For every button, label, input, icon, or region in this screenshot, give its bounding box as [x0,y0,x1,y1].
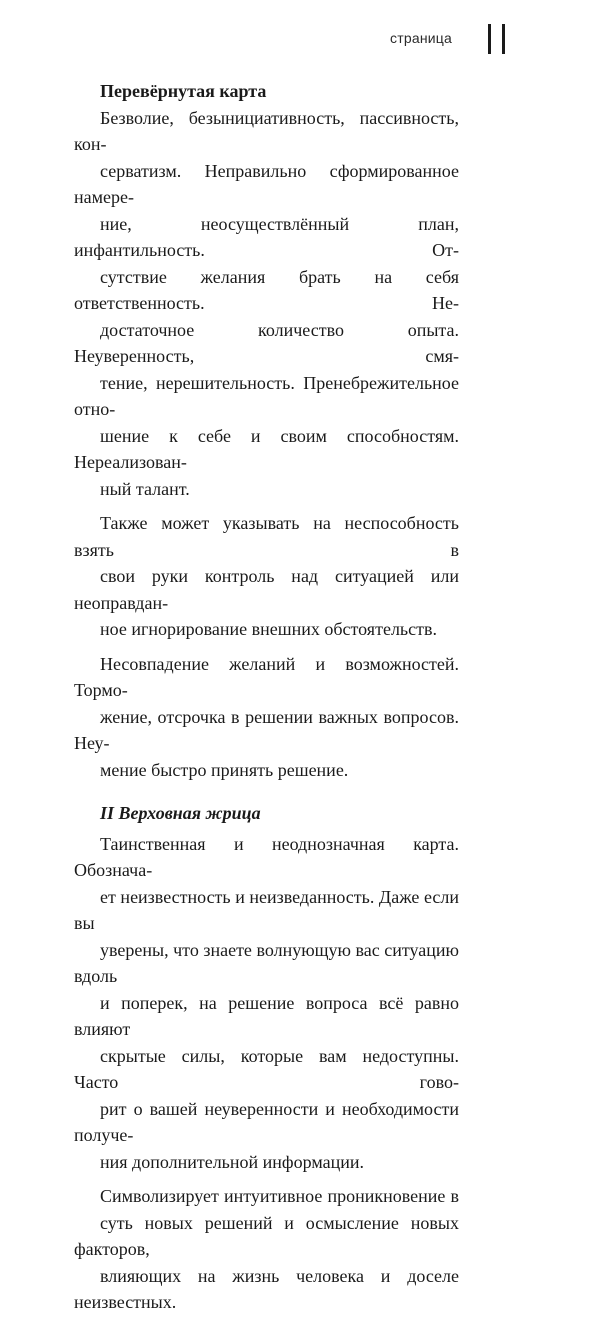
page-marker-bars [484,24,514,54]
paragraph [74,105,459,503]
text-line: жение, отсрочка в решении важных вопросов. Неу- [74,706,459,753]
paragraph [74,510,459,643]
paragraph [74,1183,459,1316]
text-line: ние, неосуществлённый план, инфантильность. От- [74,213,459,260]
text-line: Символизирует интуитивное проникновение в [100,1186,459,1206]
text-line: ный талант. [100,478,190,499]
paragraph [74,831,459,1176]
text-line: суть новых решений и осмысление новых факторов, [74,1212,459,1259]
text-line: тение, нерешительность. Пренебрежительное отно- [74,372,459,419]
text-line: Безволие, безынициативность, пассивность, кон- [74,107,459,154]
section-heading-high-priestess: II Верховная жрица [100,803,261,823]
running-head: страница [390,30,452,46]
text-line: мение быстро принять решение. [100,759,349,780]
text-line: и поперек, на решение вопроса всё равно влияют [74,992,459,1039]
text-line: Таинственная и неоднозначная карта. Обознача- [74,833,459,880]
text-line: сутствие желания брать на себя ответственность. Не- [74,266,459,313]
text-line: рит о вашей неуверенности и необходимости получе- [74,1098,459,1145]
text-line: Также может указывать на неспособность взять в [74,513,459,560]
paragraph [74,651,459,784]
text-line: свои руки контроль над ситуацией или неоправдан- [74,566,459,613]
page-marker-bar [502,24,505,54]
text-line: Несовпадение желаний и возможностей. Тормо- [74,653,459,700]
text-line: достаточное количество опыта. Неуверенность, смя- [74,319,459,366]
text-line: влияющих на жизнь человека и доселе неизвестных. [74,1265,459,1312]
text-line: ное игнорирование внешних обстоятельств. [100,619,437,639]
text-line: шение к себе и своим способностям. Нереализован- [74,425,459,472]
section-heading-reversed-card: Перевёрнутая карта [100,81,267,101]
text-line: уверены, что знаете волнующую вас ситуацию вдоль [74,939,459,986]
page-body [74,78,459,1324]
text-line: скрытые силы, которые вам недоступны. Часто гово- [74,1045,459,1092]
text-line: серватизм. Неправильно сформированное намере- [74,160,459,207]
text-line: ния дополнительной информации. [100,1151,364,1172]
text-line: ет неизвестность и неизведанность. Даже если вы [74,886,459,933]
page-marker-bar [488,24,491,54]
